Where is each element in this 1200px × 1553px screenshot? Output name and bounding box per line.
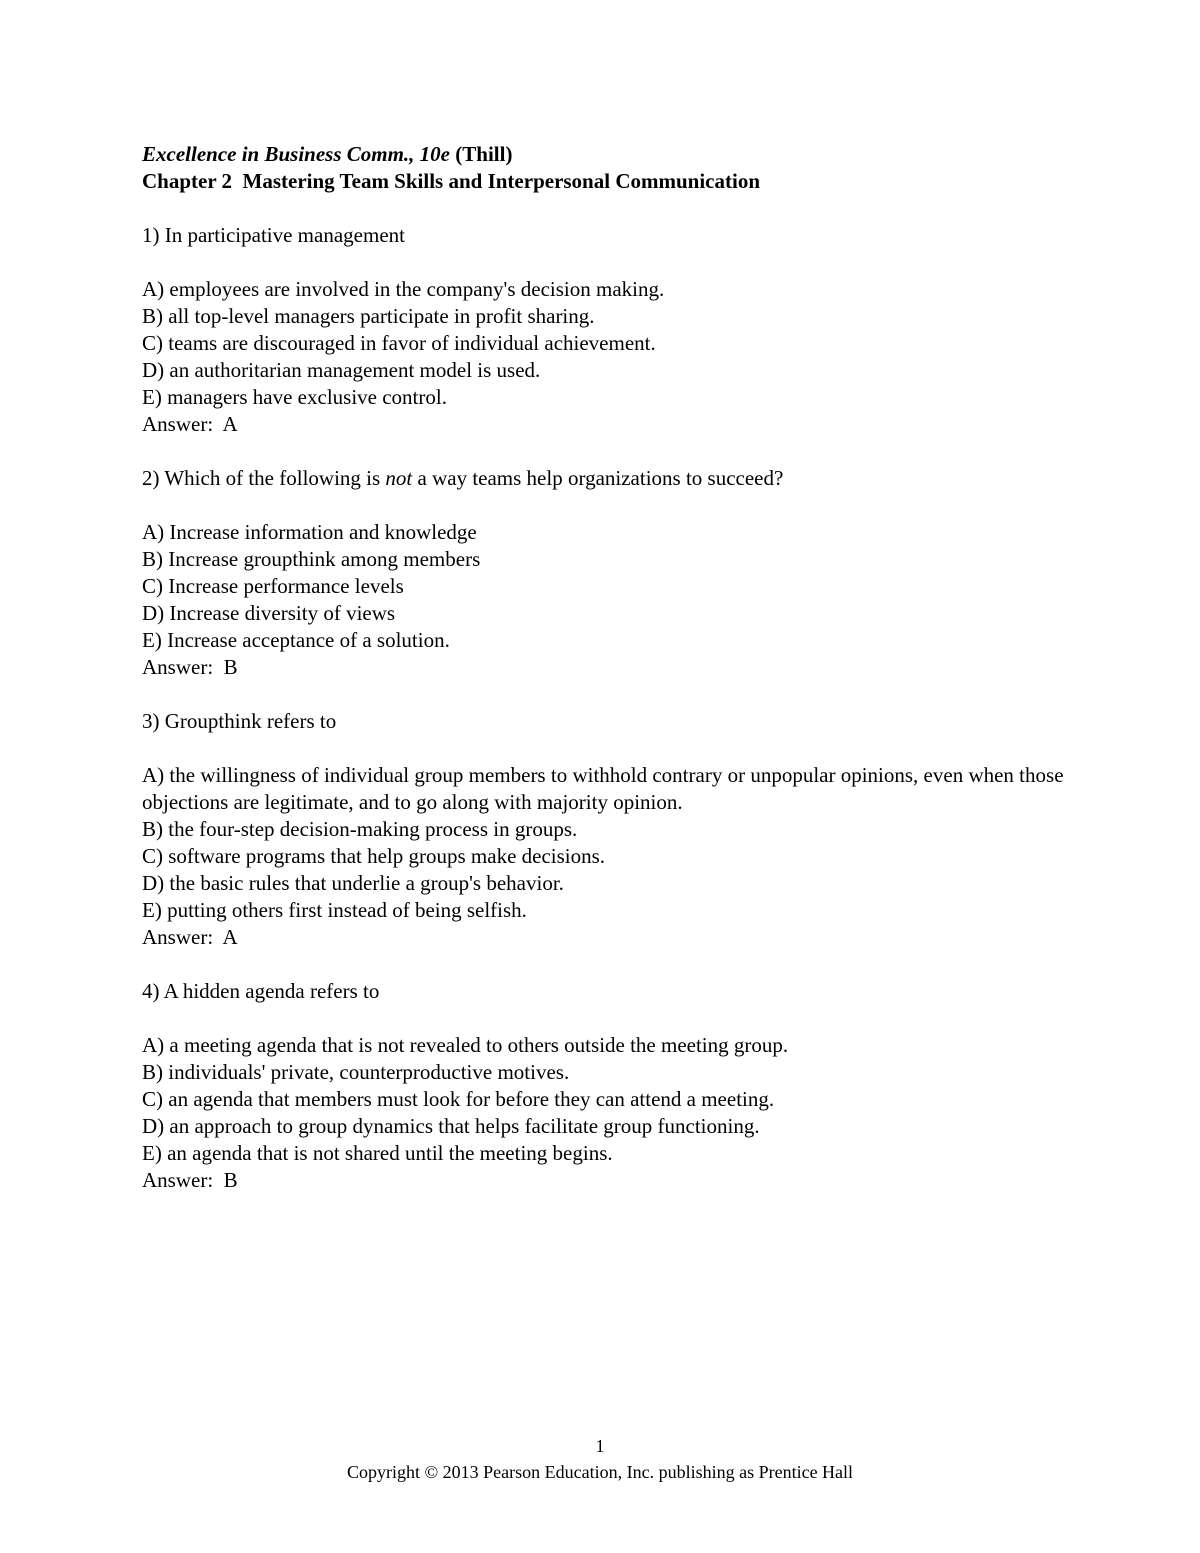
option-b: B) all top-level managers participate in profit sharing.: [142, 304, 595, 328]
book-author: (Thill): [455, 142, 513, 166]
answer: Answer: A: [142, 925, 238, 949]
option-a: A) Increase information and knowledge: [142, 520, 477, 544]
option-e: E) Increase acceptance of a solution.: [142, 628, 450, 652]
option-e: E) an agenda that is not shared until the meeting begins.: [142, 1141, 613, 1165]
option-c: C) Increase performance levels: [142, 574, 404, 598]
page-number: 1: [595, 1436, 605, 1456]
option-b: B) Increase groupthink among members: [142, 547, 481, 571]
question-stem: 4) A hidden agenda refers to: [142, 979, 380, 1003]
answer: Answer: B: [142, 655, 238, 679]
question-2: [142, 465, 1072, 681]
answer: Answer: A: [142, 412, 238, 436]
option-c: C) software programs that help groups make decisions.: [142, 844, 606, 868]
option-d: D) an approach to group dynamics that helps facilitate group functioning.: [142, 1114, 760, 1138]
option-c: C) an agenda that members must look for before they can attend a meeting.: [142, 1087, 775, 1111]
document-title-line: [142, 141, 1072, 168]
option-a: A) the willingness of individual group members to withhold contrary or unpopular opinions, even when those objections are legitimate, and to go along with majority opinion.: [142, 763, 1069, 814]
question-stem-italic: not: [385, 466, 413, 490]
option-d: D) an authoritarian management model is used.: [142, 358, 541, 382]
question-stem: 3) Groupthink refers to: [142, 709, 337, 733]
option-c: C) teams are discouraged in favor of individual achievement.: [142, 331, 656, 355]
option-d: D) Increase diversity of views: [142, 601, 396, 625]
question-stem-after: a way teams help organizations to succeed?: [412, 466, 784, 490]
option-b: B) the four-step decision-making process in groups.: [142, 817, 578, 841]
option-e: E) putting others first instead of being selfish.: [142, 898, 527, 922]
question-stem: [142, 465, 1072, 492]
question-1: [142, 222, 1072, 438]
question-stem: 1) In participative management: [142, 223, 405, 247]
book-title: Excellence in Business Comm., 10e: [142, 142, 451, 166]
copyright-notice: Copyright © 2013 Pearson Education, Inc. publishing as Prentice Hall: [346, 1462, 854, 1482]
answer: Answer: B: [142, 1168, 238, 1192]
option-b: B) individuals' private, counterproductive motives.: [142, 1060, 570, 1084]
question-3: [142, 708, 1072, 951]
option-d: D) the basic rules that underlie a group's behavior.: [142, 871, 564, 895]
question-4: [142, 978, 1072, 1194]
document-content: [142, 141, 1072, 1221]
chapter-title: Chapter 2 Mastering Team Skills and Interpersonal Communication: [142, 169, 760, 193]
option-a: A) a meeting agenda that is not revealed to others outside the meeting group.: [142, 1033, 789, 1057]
question-stem-before: 2) Which of the following is: [142, 466, 386, 490]
option-e: E) managers have exclusive control.: [142, 385, 447, 409]
option-a: A) employees are involved in the company's decision making.: [142, 277, 665, 301]
